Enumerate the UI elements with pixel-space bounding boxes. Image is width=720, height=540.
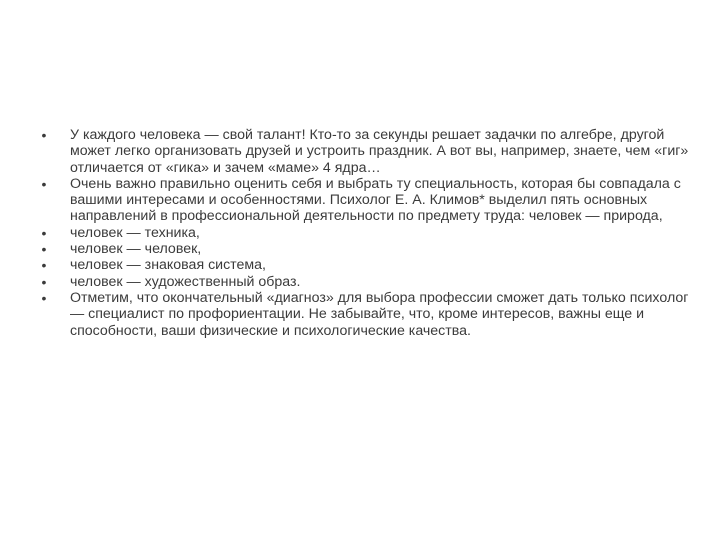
bullet-icon: • [41, 224, 47, 241]
bullet-icon: • [41, 241, 47, 258]
bullet-icon: • [41, 273, 47, 290]
list-item [40, 176, 690, 225]
list-item-text: человек — человек, [70, 241, 202, 258]
list-item-text: Очень важно правильно оценить себя и выбрать ту специальность, которая бы совпадала с вашими интересами и особенностями. Психолог Е. А. Климов* выделил пять основных направлений в профессиональной деятельности по предмету труда: человек — природа, [70, 175, 681, 225]
bullet-icon: • [41, 127, 47, 143]
list-item [40, 127, 690, 176]
list-item [40, 257, 690, 273]
bullet-list [40, 127, 690, 339]
list-item-text: Отметим, что окончательный «диагноз» для выбора профессии сможет дать только психолог — специалист по профориентации. Не забывайте, что, кроме интересов, важны еще и способности, ваши физические и психологические качества. [70, 289, 689, 339]
list-item-text: человек — техника, [70, 224, 200, 241]
bullet-icon: • [41, 257, 47, 274]
list-item [40, 290, 690, 339]
list-item [40, 241, 690, 257]
list-item-text: человек — художественный образ. [70, 273, 301, 290]
list-item [40, 225, 690, 241]
bullet-icon: • [41, 289, 47, 306]
list-item-text: человек — знаковая система, [70, 257, 266, 274]
list-item-text: У каждого человека — свой талант! Кто-то за секунды решает задачки по алгебре, другой может легко организовать друзей и устроить праздник. А вот вы, например, знаете, чем «гиг» отличается от «гика» и зачем «маме» 4 ядра… [70, 127, 689, 176]
list-item [40, 274, 690, 290]
bullet-icon: • [41, 175, 47, 192]
